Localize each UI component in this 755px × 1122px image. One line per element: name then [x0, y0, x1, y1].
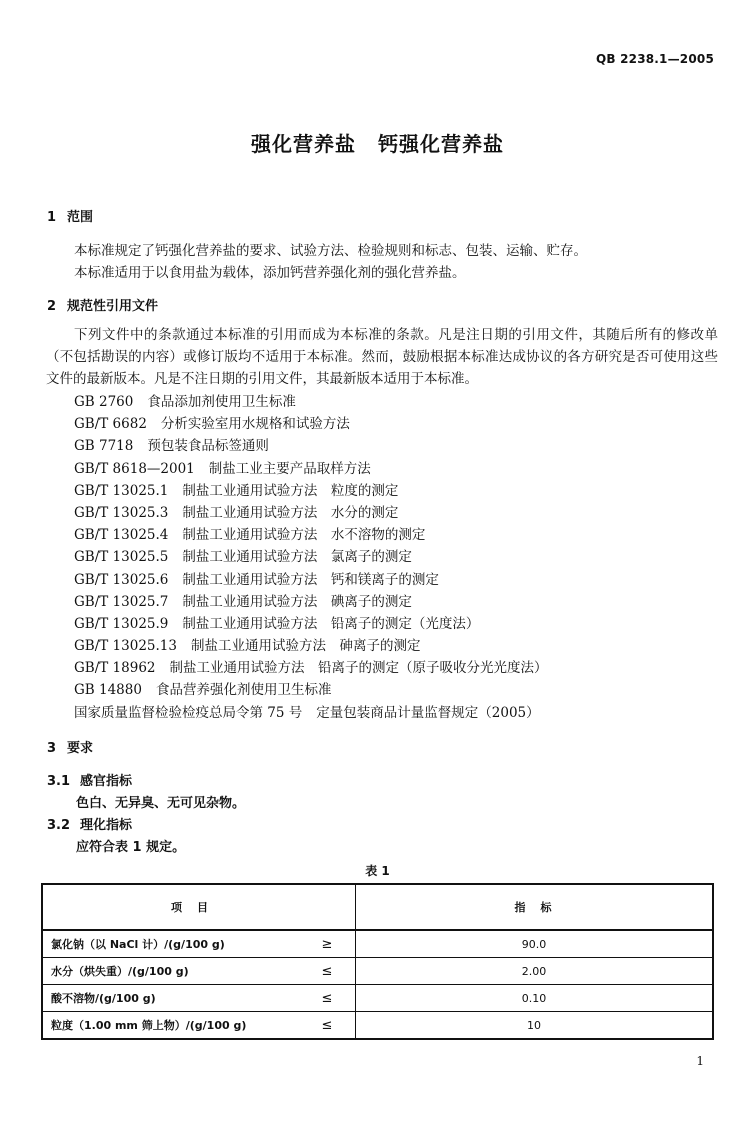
reference-title: 分析实验室用水规格和试验方法: [160, 416, 350, 433]
table-row: [42, 1012, 713, 1040]
section-2-heading: [47, 295, 158, 314]
spec-table: [41, 883, 714, 1040]
reference-code: GB/T 13025.7: [74, 593, 169, 610]
table-header-row: [42, 884, 713, 930]
reference-title: 食品营养强化剂使用卫生标准: [155, 682, 332, 699]
column-header-value: 指 标: [356, 884, 714, 930]
reference-code: GB/T 18962: [74, 660, 156, 677]
title-sub: 钙强化营养盐: [378, 132, 504, 156]
reference-item: [74, 546, 548, 568]
subsection-number: 3.1: [47, 774, 71, 789]
sensory-requirement-text: 色白、无异臭、无可见杂物。: [76, 796, 246, 811]
reference-code: GB/T 13025.13: [74, 638, 177, 655]
section-3-heading: [47, 737, 93, 756]
subsection-title: 理化指标: [80, 818, 133, 833]
document-title: [0, 128, 755, 157]
table-row: [42, 985, 713, 1012]
physicochemical-requirement-text: 应符合表 1 规定。: [76, 840, 186, 855]
row-item: 粒度（1.00 mm 筛上物）/(g/100 g): [42, 1012, 299, 1040]
reference-code: GB/T 13025.9: [74, 615, 169, 632]
subsection-number: 3.2: [47, 818, 71, 833]
reference-code: GB 7718: [74, 438, 134, 455]
reference-item: [74, 413, 548, 435]
page-number: 1: [696, 1054, 704, 1068]
reference-item: [74, 702, 548, 724]
reference-code: GB 14880: [74, 682, 142, 699]
section-title: 规范性引用文件: [67, 299, 159, 314]
reference-code: GB 2760: [74, 394, 134, 410]
table-row: [42, 958, 713, 985]
row-item: 氯化钠（以 NaCl 计）/(g/100 g): [42, 930, 299, 958]
reference-title: 制盐工业通用试验方法 水分的测定: [182, 504, 399, 521]
reference-item: [74, 480, 548, 502]
row-value: 10: [356, 1012, 714, 1040]
reference-item: [74, 679, 548, 701]
scope-paragraph-2: 本标准适用于以食用盐为载体，添加钙营养强化剂的强化营养盐。: [74, 265, 466, 281]
reference-title: 制盐工业通用试验方法 铅离子的测定（光度法）: [182, 615, 480, 632]
reference-item: [74, 524, 548, 546]
reference-list: [74, 391, 548, 724]
reference-title: 制盐工业通用试验方法 砷离子的测定: [190, 638, 421, 655]
reference-title: 制盐工业通用试验方法 水不溶物的测定: [182, 527, 426, 544]
reference-code: GB/T 13025.1: [74, 482, 169, 499]
reference-code: GB/T 13025.3: [74, 504, 169, 521]
reference-item: [74, 613, 548, 635]
reference-code: GB/T 8618—2001: [74, 460, 195, 477]
reference-title: 制盐工业通用试验方法 氯离子的测定: [182, 549, 412, 566]
section-number: 2: [47, 299, 57, 314]
reference-title: 预包装食品标签通则: [147, 438, 269, 455]
section-title: 要求: [67, 741, 94, 756]
row-operator: ≤: [299, 1012, 356, 1040]
section-title: 范围: [67, 210, 94, 225]
section-number: 1: [47, 210, 57, 225]
title-main: 强化营养盐: [251, 132, 356, 156]
row-operator: ≤: [299, 958, 356, 985]
row-operator: ≥: [299, 930, 356, 958]
reference-title: 制盐工业通用试验方法 钙和镁离子的测定: [182, 571, 439, 588]
reference-code: GB/T 13025.4: [74, 527, 169, 544]
reference-item: [74, 502, 548, 524]
reference-title: 定量包装商品计量监督规定（2005）: [316, 704, 540, 721]
reference-title: 制盐工业主要产品取样方法: [208, 460, 371, 477]
reference-code: 国家质量监督检验检疫总局令第 75 号: [74, 704, 303, 721]
subsection-title: 感官指标: [80, 774, 133, 789]
row-value: 90.0: [356, 930, 714, 958]
table-row: [42, 930, 713, 958]
reference-code: GB/T 6682: [74, 416, 147, 433]
column-header-item: 项 目: [42, 884, 356, 930]
row-operator: ≤: [299, 985, 356, 1012]
reference-title: 食品添加剂使用卫生标准: [147, 394, 296, 410]
reference-code: GB/T 13025.6: [74, 571, 169, 588]
subsection-3-2-heading: [47, 814, 132, 833]
normative-references-intro: 下列文件中的条款通过本标准的引用而成为本标准的条款。凡是注日期的引用文件，其随后所有的修改单（不包括勘误的内容）或修订版均不适用于本标准。然而，鼓励根据本标准达成协议的各方研究是否可使用这些文件的最新版本。凡是不注日期的引用文件，其最新版本适用于本标准。: [46, 327, 718, 387]
table-caption: 表 1: [365, 864, 390, 878]
reference-item: [74, 635, 548, 657]
row-value: 0.10: [356, 985, 714, 1012]
reference-title: 制盐工业通用试验方法 铅离子的测定（原子吸收分光光度法）: [169, 660, 548, 677]
section-number: 3: [47, 741, 57, 756]
section-1-heading: [47, 206, 93, 225]
document-code: QB 2238.1—2005: [595, 52, 714, 66]
row-value: 2.00: [356, 958, 714, 985]
reference-item: [74, 458, 548, 480]
reference-title: 制盐工业通用试验方法 粒度的测定: [182, 482, 399, 499]
row-item: 水分（烘失重）/(g/100 g): [42, 958, 299, 985]
reference-item: [74, 657, 548, 679]
reference-item: [74, 569, 548, 591]
scope-paragraph-1: 本标准规定了钙强化营养盐的要求、试验方法、检验规则和标志、包装、运输、贮存。: [74, 243, 587, 259]
reference-item: [74, 591, 548, 613]
reference-item: [74, 435, 548, 457]
reference-title: 制盐工业通用试验方法 碘离子的测定: [182, 593, 412, 610]
reference-item: [74, 391, 548, 413]
row-item: 酸不溶物/(g/100 g): [42, 985, 299, 1012]
reference-code: GB/T 13025.5: [74, 549, 169, 566]
subsection-3-1-heading: [47, 770, 132, 789]
